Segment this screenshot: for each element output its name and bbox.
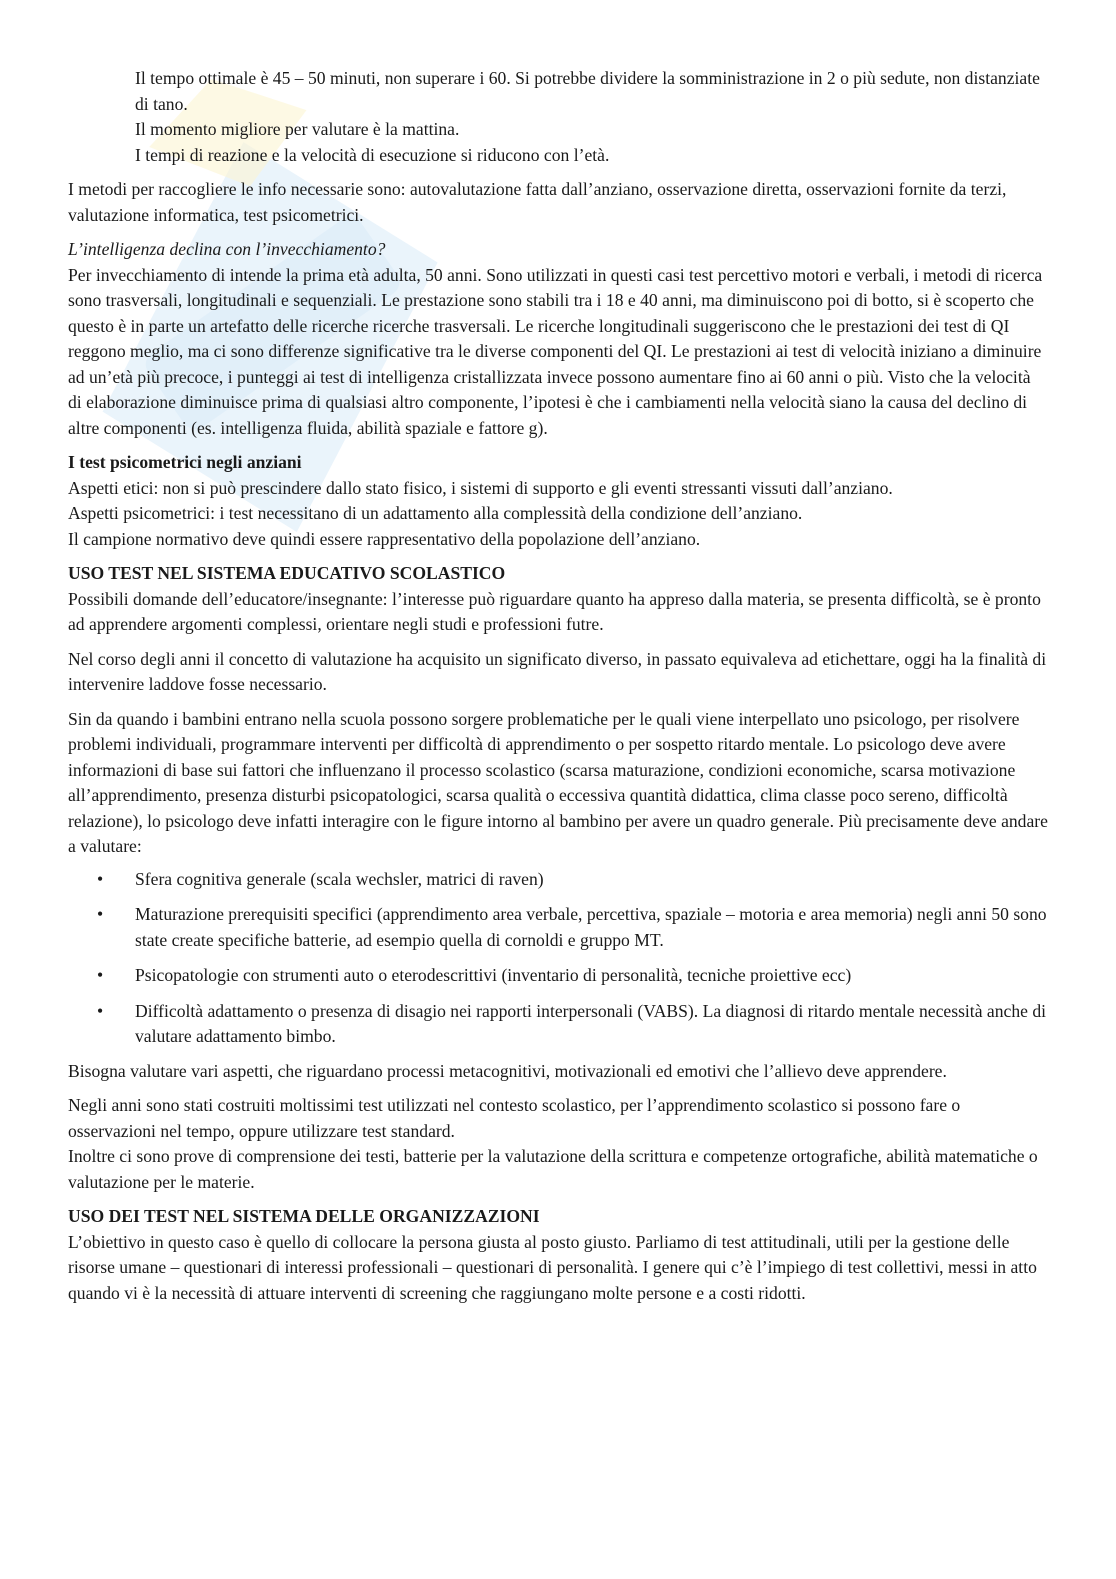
list-item (68, 867, 1048, 893)
bullet-icon: • (97, 904, 104, 924)
list-item-text: Difficoltà adattamento o presenza di disagio nei rapporti interpersonali (VABS). La diagnosi di ritardo mentale necessità anche di valutare adattamento bimbo. (135, 1000, 1047, 1046)
scolastico-paragraph: Possibili domande dell’educatore/insegnante: l’interesse può riguardare quanto ha appreso dalla materia, se presenta difficoltà, se è pronto ad apprendere argomenti complessi, orientare negli studi e professioni futre. (68, 588, 1041, 634)
list-item-text: Maturazione prerequisiti specifici (apprendimento area verbale, percettiva, spaziale – motoria e area memoria) negli anni 50 sono state create specifiche batterie, ad esempio quella di cornoldi e gruppo MT. (135, 904, 1047, 950)
scolastico-heading: USO TEST NEL SISTEMA EDUCATIVO SCOLASTICO (68, 563, 506, 583)
list-item (68, 999, 1048, 1050)
bullet-icon: • (97, 1000, 104, 1021)
intro-line: I tempi di reazione e la velocità di esecuzione si riducono con l’età. (135, 144, 610, 165)
bullet-icon: • (97, 868, 104, 889)
valutazione-list (68, 867, 1048, 1050)
list-item (68, 902, 1048, 953)
intelligenza-question: L’intelligenza declina con l’invecchiamento? (68, 239, 386, 259)
organizzazioni-heading: USO DEI TEST NEL SISTEMA DELLE ORGANIZZAZIONI (68, 1206, 540, 1226)
scolastico-paragraph: Nel corso degli anni il concetto di valutazione ha acquisito un significato diverso, in passato equivaleva ad etichettare, oggi ha la finalità di intervenire laddove fosse necessario. (68, 648, 1047, 694)
scolastico-paragraph: Bisogna valutare vari aspetti, che riguardano processi metacognitivi, motivazionali ed emotivi che l’allievo deve apprendere. (68, 1060, 947, 1081)
intro-block (68, 66, 1048, 168)
intelligenza-paragraph: Per invecchiamento di intende la prima età adulta, 50 anni. Sono utilizzati in questi casi test percettivo motori e verbali, i metodi di ricerca sono trasversali, longitudinali e sequenziali. Le prestazione sono stabili tra i 18 e 40 anni, ma diminuiscono poi di botto, si è scoperto che questo è in parte un artefatto delle ricerche ricerche trasversali. Le ricerche longitudinali suggeriscono che le prestazioni dei test di QI reggono meglio, ma ci sono differenze significative tra le diverse componenti del QI. Le prestazioni ai test di velocità iniziano a diminuire ad un’età più precoce, i punteggi ai test di intelligenza cristallizzata invece possono aumentare fino ai 60 anni o più. Visto che la velocità di elaborazione diminuisce prima di qualsiasi altro componente, l’ipotesi è che i cambiamenti nella velocità siano la causa del declino di altre componenti (es. intelligenza fluida, abilità spaziale e fattore g). (68, 264, 1043, 438)
list-item (68, 963, 1048, 989)
anziani-line: Aspetti psicometrici: i test necessitano di un adattamento alla complessità della condizione dell’anziano. (68, 503, 803, 523)
list-item-text: Psicopatologie con strumenti auto o eterodescrittivi (inventario di personalità, tecniche proiettive ecc) (135, 965, 852, 985)
anziani-line: Aspetti etici: non si può prescindere dallo stato fisico, i sistemi di supporto e gli eventi stressanti vissuti dall’anziano. (68, 477, 893, 498)
bullet-icon: • (97, 965, 104, 985)
anziani-heading: I test psicometrici negli anziani (68, 452, 302, 472)
list-item-text: Sfera cognitiva generale (scala wechsler, matrici di raven) (135, 868, 544, 889)
scolastico-paragraph: Negli anni sono stati costruiti moltissimi test utilizzati nel contesto scolastico, per l’apprendimento scolastico si possono fare o osservazioni nel tempo, oppure utilizzare test standard. (68, 1095, 961, 1141)
intro-line: Il tempo ottimale è 45 – 50 minuti, non superare i 60. Si potrebbe dividere la somministrazione in 2 o più sedute, non distanziate di tano. (135, 68, 1040, 114)
anziani-line: Il campione normativo deve quindi essere rappresentativo della popolazione dell’anziano. (68, 528, 701, 549)
scolastico-paragraph: Inoltre ci sono prove di comprensione dei testi, batterie per la valutazione della scrittura e competenze ortografiche, abilità matematiche o valutazione per le materie. (68, 1146, 1038, 1192)
organizzazioni-paragraph: L’obiettivo in questo caso è quello di collocare la persona giusta al posto giusto. Parliamo di test attitudinali, utili per la gestione delle risorse umane – questionari di interessi professionali – questionari di personalità. I genere qui c’è l’impiego di test collettivi, messi in atto quando vi è la necessità di attuare interventi di screening che raggiungano molte persone e a costi ridotti. (68, 1231, 1037, 1303)
metodi-paragraph: I metodi per raccogliere le info necessarie sono: autovalutazione fatta dall’anziano, osservazione diretta, osservazioni fornite da terzi, valutazione informatica, test psicometrici. (68, 179, 1007, 225)
scolastico-paragraph: Sin da quando i bambini entrano nella scuola possono sorgere problematiche per le quali viene interpellato uno psicologo, per risolvere problemi individuali, programmare interventi per difficoltà di apprendimento o per sospetto ritardo mentale. Lo psicologo deve avere informazioni di base sui fattori che influenzano il processo scolastico (scarsa maturazione, condizioni economiche, scarsa motivazione all’apprendimento, presenza disturbi psicopatologici, scarsa qualità o eccessiva quantità didattica, clima classe poco sereno, difficoltà relazione), lo psicologo deve infatti interagire con le figure intorno al bambino per avere un quadro generale. Più precisamente deve andare a valutare: (68, 708, 1048, 856)
intro-line: Il momento migliore per valutare è la mattina. (135, 119, 460, 139)
document-page (68, 66, 1048, 1306)
